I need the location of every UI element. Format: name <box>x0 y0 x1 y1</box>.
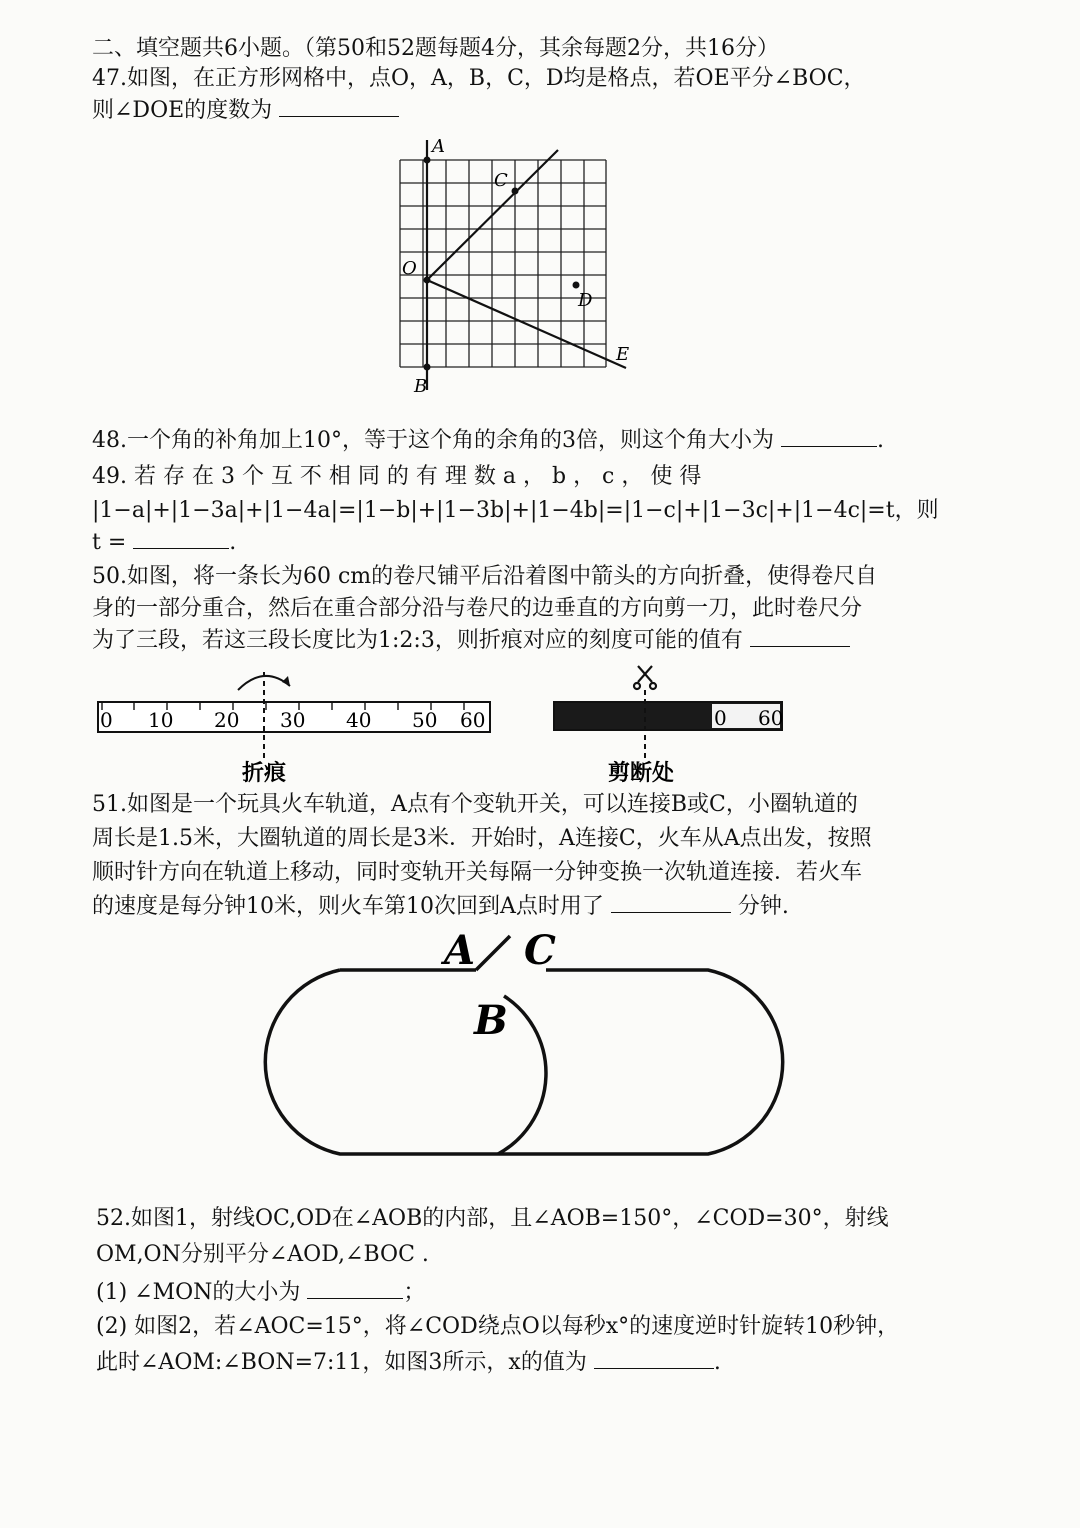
tick-20: 20 <box>214 708 240 732</box>
q49-end: . <box>229 530 237 555</box>
point-d <box>573 282 580 289</box>
tick-40: 40 <box>346 708 372 732</box>
q52-line5a: 此时∠AOM:∠BON=7:11，如图3所示，x的值为 <box>96 1350 587 1375</box>
q49-line3: t = <box>92 530 127 555</box>
track-label-b: B <box>474 997 508 1044</box>
q50-line1: 50.如图，将一条长为60 cm的卷尺铺平后沿着图中箭头的方向折叠，使得卷尺自 <box>92 564 878 589</box>
large-track <box>265 970 782 1154</box>
q47-line2: 则∠DOE的度数为 <box>92 98 273 123</box>
fold-arrow-head <box>282 676 290 686</box>
track-switch <box>476 936 510 970</box>
label-e: E <box>616 344 630 365</box>
q51-line3: 顺时针方向在轨道上移动，同时变轨开关每隔一分钟变换一次轨道连接．若火车 <box>92 860 863 885</box>
tick-0: 0 <box>100 708 113 732</box>
tick-10: 10 <box>148 708 174 732</box>
q48-answer-blank[interactable] <box>781 426 877 447</box>
point-b <box>424 364 431 371</box>
label-d: D <box>578 290 593 311</box>
q51-track-figure <box>248 924 818 1164</box>
folded-tick-60: 60 <box>758 706 784 730</box>
q50-line3: 为了三段，若这三段长度比为1:2:3，则折痕对应的刻度可能的值有 <box>92 628 743 653</box>
track-label-c: C <box>524 927 556 974</box>
q50-line2: 身的一部分重合，然后在重合部分沿与卷尺的边垂直的方向剪一刀，此时卷尺分 <box>92 596 863 621</box>
q52-line5b: . <box>713 1350 721 1375</box>
track-label-a: A <box>444 927 476 974</box>
q51-line4-wrap <box>92 892 789 922</box>
point-a <box>424 157 431 164</box>
q49-answer-blank[interactable] <box>133 528 229 549</box>
q51-line4a: 的速度是每分钟10米，则火车第10次回到A点时用了 <box>92 894 604 919</box>
q48-end: . <box>876 428 884 453</box>
q47-line2-wrap <box>92 96 399 126</box>
q52-line3b: ； <box>403 1280 426 1305</box>
point-o <box>424 277 431 284</box>
label-o: O <box>402 258 417 279</box>
q51-line2: 周长是1.5米，大圈轨道的周长是3米．开始时，A连接C，火车从A点出发，按照 <box>92 826 872 851</box>
point-c <box>512 188 519 195</box>
q52-line5-wrap <box>96 1348 721 1378</box>
scissors-icon <box>634 666 656 689</box>
q50-answer-blank[interactable] <box>750 626 850 647</box>
grid-lines <box>400 160 606 367</box>
q50-line3-wrap <box>92 626 850 656</box>
q48-wrap <box>92 426 884 456</box>
cut-label: 剪断处 <box>608 761 675 785</box>
q49-line1: 49. 若 存 在 3 个 互 不 相 同 的 有 理 数 a ， b ， c ， 使 得 <box>92 464 702 489</box>
q47-line1: 47.如图，在正方形网格中，点O，A，B，C，D均是格点，若OE平分∠BOC， <box>92 66 866 91</box>
q51-answer-blank[interactable] <box>611 892 731 913</box>
q49-line3-wrap <box>92 528 236 558</box>
q51-line4b: 分钟. <box>737 894 789 919</box>
q52-line3-wrap <box>96 1278 425 1308</box>
q47-grid-figure <box>380 130 650 400</box>
q52-part2-blank[interactable] <box>594 1348 714 1369</box>
label-b: B <box>414 376 428 397</box>
q52-line4: (2) 如图2，若∠AOC=15°，将∠COD绕点O以每秒x°的速度逆时针旋转10秒钟， <box>96 1314 900 1339</box>
q52-line3a: (1) ∠MON的大小为 <box>96 1280 301 1305</box>
q50-ruler-figure <box>92 660 812 785</box>
q51-line1: 51.如图是一个玩具火车轨道，A点有个变轨开关，可以连接B或C，小圈轨道的 <box>92 792 858 817</box>
q48-text: 48.一个角的补角加上10°，等于这个角的余角的3倍，则这个角大小为 <box>92 428 774 453</box>
section-title: 二、填空题共6小题。（第50和52题每题4分，其余每题2分，共16分） <box>92 36 779 61</box>
tick-30: 30 <box>280 708 306 732</box>
tick-60: 60 <box>460 708 486 732</box>
ray-oe <box>427 280 626 368</box>
q47-answer-blank[interactable] <box>279 96 399 117</box>
q52-line1: 52.如图1，射线OC,OD在∠AOB的内部，且∠AOB=150°，∠COD=30°，射线 <box>96 1206 889 1231</box>
q52-part1-blank[interactable] <box>307 1278 403 1299</box>
q49-line2: |1−a|+|1−3a|+|1−4a|=|1−b|+|1−3b|+|1−4b|=|1−c|+|1−3c|+|1−4c|=t，则 <box>92 498 939 523</box>
label-c: C <box>494 170 508 191</box>
q52-line2: OM,ON分别平分∠AOD,∠BOC . <box>96 1242 429 1267</box>
tick-50: 50 <box>412 708 438 732</box>
fold-label: 折痕 <box>242 761 287 785</box>
folded-tick-0: 0 <box>714 706 727 730</box>
label-a: A <box>432 136 445 157</box>
